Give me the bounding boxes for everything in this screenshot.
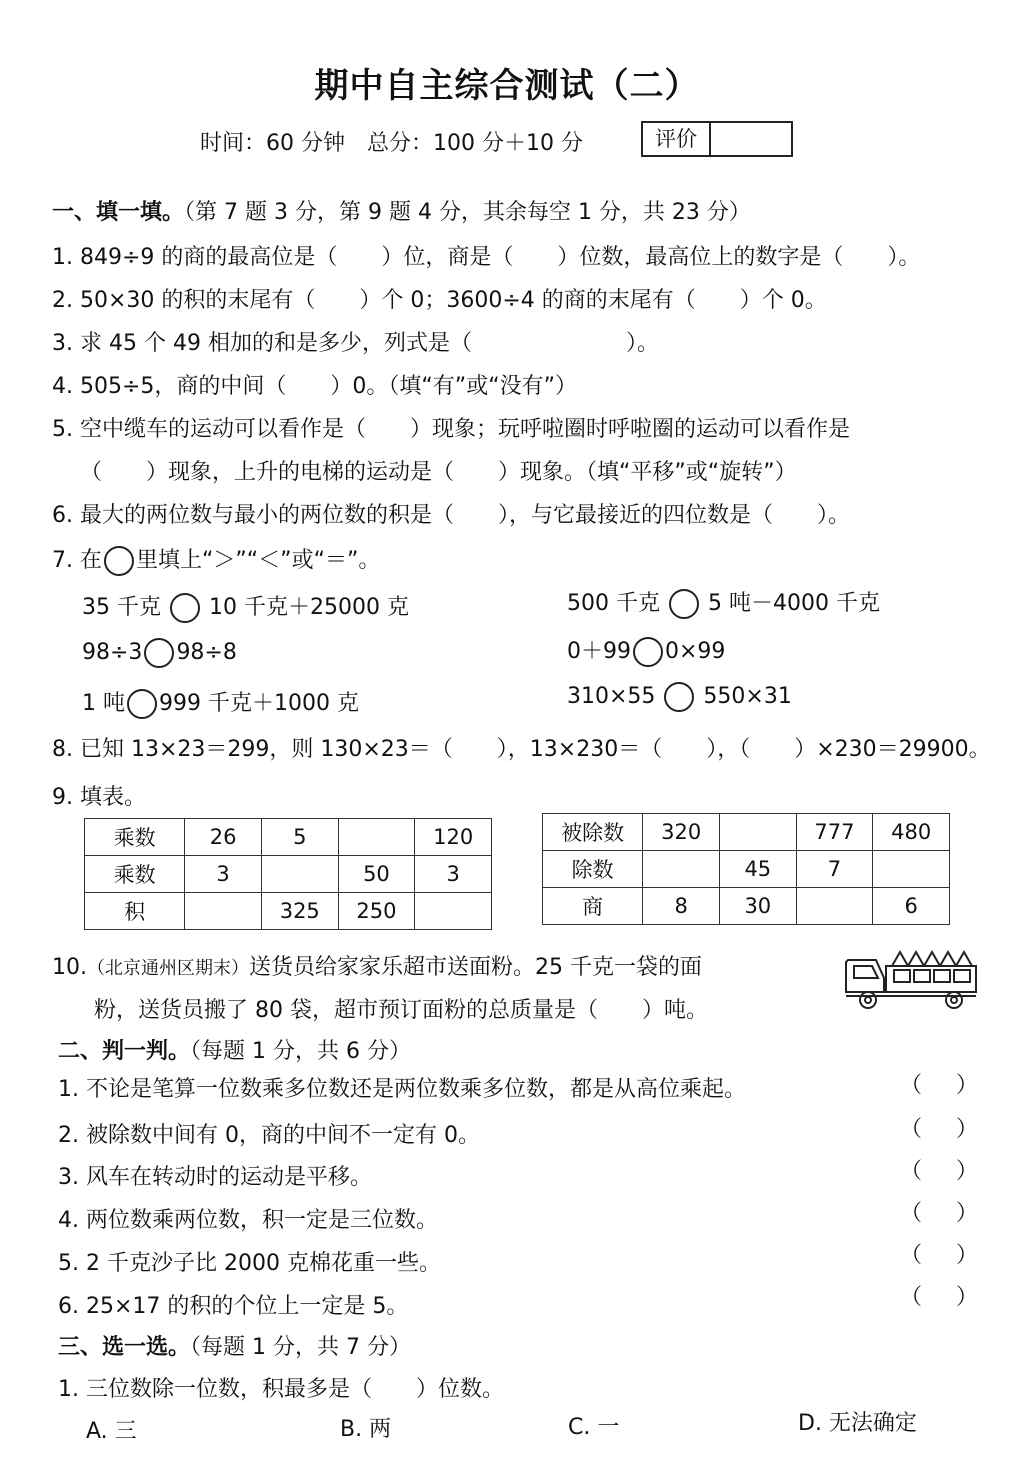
judge-item: 6. 25×17 的积的个位上一定是 5。 <box>58 1294 409 1319</box>
question-1-3: 3. 求 45 个 49 相加的和是多少，列式是（ ）。 <box>52 331 659 356</box>
question-1-7 <box>52 543 380 576</box>
question-number: 10. <box>52 955 87 980</box>
paren-close: ） <box>955 1285 978 1310</box>
section-1-heading: 一、填一填。 <box>52 200 185 225</box>
section-3-note: （每题 1 分，共 7 分） <box>190 1335 411 1360</box>
paren-open: （ <box>900 1159 923 1184</box>
compare-row <box>82 638 237 668</box>
time-score-info: 时间：60 分钟 总分：100 分＋10 分 <box>200 131 583 156</box>
table-cell: 8 <box>643 888 720 925</box>
table-cell[interactable] <box>873 851 950 888</box>
question-1-9: 9. 填表。 <box>52 785 146 810</box>
question-1-5-line2: （ ）现象，上升的电梯的运动是（ ）现象。（填“平移”或“旋转”） <box>80 460 797 485</box>
table-row <box>543 888 950 925</box>
compare-left: 1 吨 <box>82 691 125 716</box>
question-1-2: 2. 50×30 的积的末尾有（ ）个 0；3600÷4 的商的末尾有（ ）个 0。 <box>52 288 827 313</box>
paren-close: ） <box>955 1201 978 1226</box>
table-cell[interactable] <box>185 893 262 930</box>
section-2-header <box>58 1034 411 1065</box>
table-row <box>543 851 950 888</box>
section-3-heading: 三、选一选。 <box>58 1335 191 1360</box>
paren-close: ） <box>955 1073 978 1098</box>
question-3-1: 1. 三位数除一位数，积最多是（ ）位数。 <box>58 1377 504 1402</box>
answer-parentheses[interactable] <box>900 1154 978 1185</box>
section-3-header <box>58 1330 411 1361</box>
compare-left: 0＋99 <box>567 639 631 664</box>
table-cell: 5 <box>261 819 338 856</box>
paren-close: ） <box>955 1117 978 1142</box>
table-cell: 120 <box>415 819 492 856</box>
compare-right: 5 吨－4000 千克 <box>708 591 880 616</box>
table-cell: 250 <box>338 893 415 930</box>
judge-item: 2. 被除数中间有 0，商的中间不一定有 0。 <box>58 1123 480 1148</box>
page-title: 期中自主综合测试（二） <box>314 66 700 106</box>
table-cell[interactable] <box>338 819 415 856</box>
compare-right: 10 千克＋25000 克 <box>209 595 409 620</box>
table-cell: 26 <box>185 819 262 856</box>
answer-parentheses[interactable] <box>900 1068 978 1099</box>
table-cell: 乘数 <box>85 819 185 856</box>
compare-row <box>82 590 409 623</box>
compare-right: 550×31 <box>703 684 792 709</box>
compare-circle-icon[interactable] <box>127 689 157 719</box>
section-1-note: （第 7 题 3 分，第 9 题 4 分，其余每空 1 分，共 23 分） <box>184 200 751 225</box>
compare-circle-icon[interactable] <box>170 593 200 623</box>
table-cell: 3 <box>185 856 262 893</box>
table-cell: 6 <box>873 888 950 925</box>
section-2-note: （每题 1 分，共 6 分） <box>190 1039 411 1064</box>
compare-circle-icon[interactable] <box>144 638 174 668</box>
table-cell: 积 <box>85 893 185 930</box>
answer-parentheses[interactable] <box>900 1280 978 1311</box>
compare-right: 999 千克＋1000 克 <box>159 691 359 716</box>
judge-item: 1. 不论是笔算一位数乘多位数还是两位数乘多位数，都是从高位乘起。 <box>58 1077 746 1102</box>
table-cell: 除数 <box>543 851 643 888</box>
table-cell: 777 <box>796 814 873 851</box>
question-1-7-text-b: 里填上“＞”“＜”或“＝”。 <box>135 548 381 573</box>
table-cell: 50 <box>338 856 415 893</box>
evaluation-box <box>641 121 793 157</box>
compare-right: 98÷8 <box>176 640 237 665</box>
question-1-10-line2: 粉，送货员搬了 80 袋，超市预订面粉的总质量是（ ）吨。 <box>94 998 708 1023</box>
option-b[interactable]: B. 两 <box>340 1417 392 1442</box>
table-row <box>85 893 492 930</box>
table-cell[interactable] <box>415 893 492 930</box>
table-cell[interactable] <box>796 888 873 925</box>
question-1-4: 4. 505÷5，商的中间（ ）0。（填“有”或“没有”） <box>52 374 577 399</box>
compare-left: 35 千克 <box>82 595 161 620</box>
judge-item: 5. 2 千克沙子比 2000 克棉花重一些。 <box>58 1251 441 1276</box>
table-cell: 被除数 <box>543 814 643 851</box>
table-cell: 320 <box>643 814 720 851</box>
paren-open: （ <box>900 1201 923 1226</box>
option-d[interactable]: D. 无法确定 <box>798 1411 917 1436</box>
option-c[interactable]: C. 一 <box>568 1415 620 1440</box>
table-cell: 乘数 <box>85 856 185 893</box>
table-row <box>85 856 492 893</box>
question-1-10-line1 <box>52 950 702 981</box>
table-cell: 480 <box>873 814 950 851</box>
delivery-truck-icon <box>842 938 982 1010</box>
table-cell: 7 <box>796 851 873 888</box>
paren-close: ） <box>955 1159 978 1184</box>
compare-row <box>82 686 359 719</box>
compare-left: 98÷3 <box>82 640 143 665</box>
multiplication-table <box>84 818 492 930</box>
section-2-heading: 二、判一判。 <box>58 1039 191 1064</box>
compare-right: 0×99 <box>665 639 726 664</box>
answer-parentheses[interactable] <box>900 1112 978 1143</box>
table-row <box>85 819 492 856</box>
compare-circle-icon[interactable] <box>664 682 694 712</box>
compare-row <box>567 586 880 619</box>
table-cell: 商 <box>543 888 643 925</box>
evaluation-label: 评价 <box>643 123 711 155</box>
question-1-6: 6. 最大的两位数与最小的两位数的积是（ ），与它最接近的四位数是（ ）。 <box>52 503 850 528</box>
table-row <box>543 814 950 851</box>
table-cell: 45 <box>720 851 797 888</box>
question-1-7-text-a: 7. 在 <box>52 548 102 573</box>
compare-circle-icon[interactable] <box>669 589 699 619</box>
table-cell: 3 <box>415 856 492 893</box>
table-cell[interactable] <box>643 851 720 888</box>
judge-item: 3. 风车在转动时的运动是平移。 <box>58 1165 372 1190</box>
table-cell[interactable] <box>720 814 797 851</box>
compare-left: 500 千克 <box>567 591 660 616</box>
question-1-8: 8. 已知 13×23＝299，则 130×23＝（ ），13×230＝（ ），（ ）×230＝29900。 <box>52 737 991 762</box>
option-a[interactable]: A. 三 <box>86 1419 137 1444</box>
paren-open: （ <box>900 1243 923 1268</box>
section-1-header <box>52 195 751 226</box>
table-cell: 325 <box>261 893 338 930</box>
compare-left: 310×55 <box>567 684 656 709</box>
answer-parentheses[interactable] <box>900 1238 978 1269</box>
paren-close: ） <box>955 1243 978 1268</box>
table-cell[interactable] <box>261 856 338 893</box>
question-source: （北京通州区期末） <box>87 958 249 979</box>
compare-row <box>567 634 725 667</box>
question-1-1: 1. 849÷9 的商的最高位是（ ）位，商是（ ）位数，最高位上的数字是（ ）。 <box>52 245 921 270</box>
question-1-5-line1: 5. 空中缆车的运动可以看作是（ ）现象；玩呼啦圈时呼啦圈的运动可以看作是 <box>52 417 850 442</box>
compare-circle-icon[interactable] <box>633 637 663 667</box>
paren-open: （ <box>900 1073 923 1098</box>
compare-circle-icon <box>104 546 134 576</box>
paren-open: （ <box>900 1117 923 1142</box>
table-cell: 30 <box>720 888 797 925</box>
paren-open: （ <box>900 1285 923 1310</box>
judge-item: 4. 两位数乘两位数，积一定是三位数。 <box>58 1208 438 1233</box>
answer-parentheses[interactable] <box>900 1196 978 1227</box>
question-text: 送货员给家家乐超市送面粉。25 千克一袋的面 <box>249 955 702 980</box>
compare-row <box>567 682 792 712</box>
division-table <box>542 813 950 925</box>
